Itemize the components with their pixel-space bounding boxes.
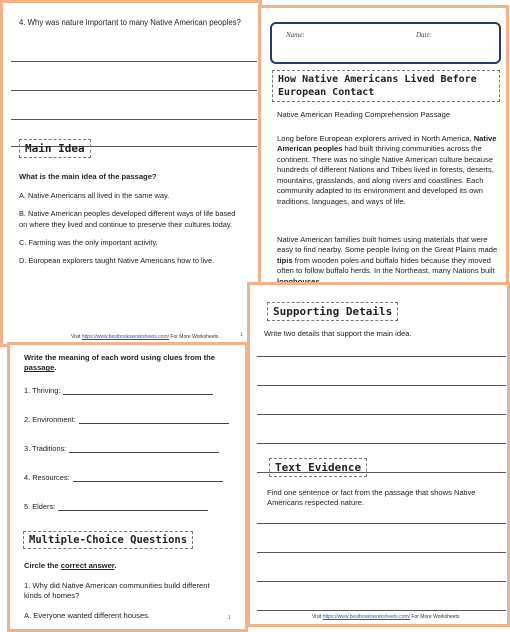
answer-lines[interactable]	[11, 61, 257, 147]
passage-subtitle: Native American Reading Comprehension Passage	[277, 110, 451, 119]
option-a[interactable]: A. Native Americans all lived in the same way.	[19, 191, 170, 200]
name-date-box	[270, 22, 501, 64]
main-idea-heading: Main Idea	[19, 139, 91, 158]
mcq-option-a[interactable]: A. Everyone wanted different houses.	[24, 611, 151, 620]
vocab-answer-line[interactable]	[69, 445, 219, 453]
text-evidence-prompt: Find one sentence or fact from the passage that shows Native Americans respected nature.	[267, 488, 476, 508]
option-c[interactable]: C. Farming was the only important activity.	[19, 238, 158, 248]
worksheet-page-vocabulary	[7, 342, 248, 632]
vocab-instruction: Write the meaning of each word using clues from the passage.	[24, 353, 215, 373]
vocab-row: 5. Elders:	[24, 502, 244, 511]
worksheet-page-passage	[258, 5, 509, 295]
vocab-row: 3. Traditions:	[24, 444, 244, 453]
main-idea-question: What is the main idea of the passage?	[19, 172, 157, 181]
question-4: 4. Why was nature important to many Native American peoples?	[19, 18, 241, 27]
option-b[interactable]: B. Native American peoples developed different ways of life based on where they lived and continue to preserve their cultures today.	[19, 209, 236, 229]
passage-title: How Native Americans Lived Before European Contact	[272, 70, 500, 102]
vocab-list	[24, 386, 244, 531]
text-evidence-heading: Text Evidence	[269, 458, 367, 477]
vocab-answer-line[interactable]	[63, 387, 213, 395]
vocab-answer-line[interactable]	[79, 416, 229, 424]
option-d[interactable]: D. European explorers taught Native Americans how to live.	[19, 256, 215, 266]
evidence-answer-lines[interactable]	[257, 523, 506, 611]
mcq-instruction: Circle the correct answer.	[24, 561, 117, 570]
passage-paragraph-1: Long before European explorers arrived in North America, Native American peoples had built thriving communities across the continent. There was no single Native American culture because hundreds of different Nations and Tribes lived in forests, deserts, mountains, grasslands, and along rivers and coastlines. Each community adapted to its environment and developed its own traditions, languages, and ways of life.	[277, 134, 497, 206]
mcq-heading: Multiple-Choice Questions	[23, 531, 193, 549]
supporting-answer-lines[interactable]	[257, 356, 506, 473]
name-label: Name:	[286, 31, 305, 39]
worksheet-page-details	[247, 282, 510, 627]
mcq-question-1: 1. Why did Native American communities build different kinds of homes?	[24, 581, 210, 601]
worksheet-page-main-idea	[0, 0, 262, 347]
date-label: Date:	[416, 31, 432, 39]
page-number: 1	[228, 615, 231, 621]
vocab-answer-line[interactable]	[73, 474, 223, 482]
vocab-row: 1. Thriving:	[24, 386, 244, 395]
vocab-row: 2. Environment:	[24, 415, 244, 424]
footer: Visit https://www.bestbooksworksheets.com/ For More Worksheets	[312, 614, 460, 620]
page-number: 1	[240, 332, 243, 338]
supporting-details-prompt: Write two details that support the main idea.	[264, 329, 412, 338]
footer-link[interactable]: https://www.bestbooksworksheets.com/	[322, 614, 411, 620]
footer: Visit https://www.bestbooksworksheets.com/ For More Worksheets	[71, 334, 219, 340]
passage-paragraph-2: Native American families built homes using materials that were easy to find nearby. Some people living on the Great Plains made tipis from wooden poles and buffalo hides because they moved often to follow buffalo herds. In the Northeast, many Nations built	[277, 235, 498, 276]
vocab-row: 4. Resources:	[24, 473, 244, 482]
main-idea-options	[19, 191, 244, 275]
vocab-answer-line[interactable]	[58, 503, 208, 511]
footer-link[interactable]: https://www.bestbooksworksheets.com/	[81, 334, 170, 340]
supporting-details-heading: Supporting Details	[267, 302, 398, 321]
